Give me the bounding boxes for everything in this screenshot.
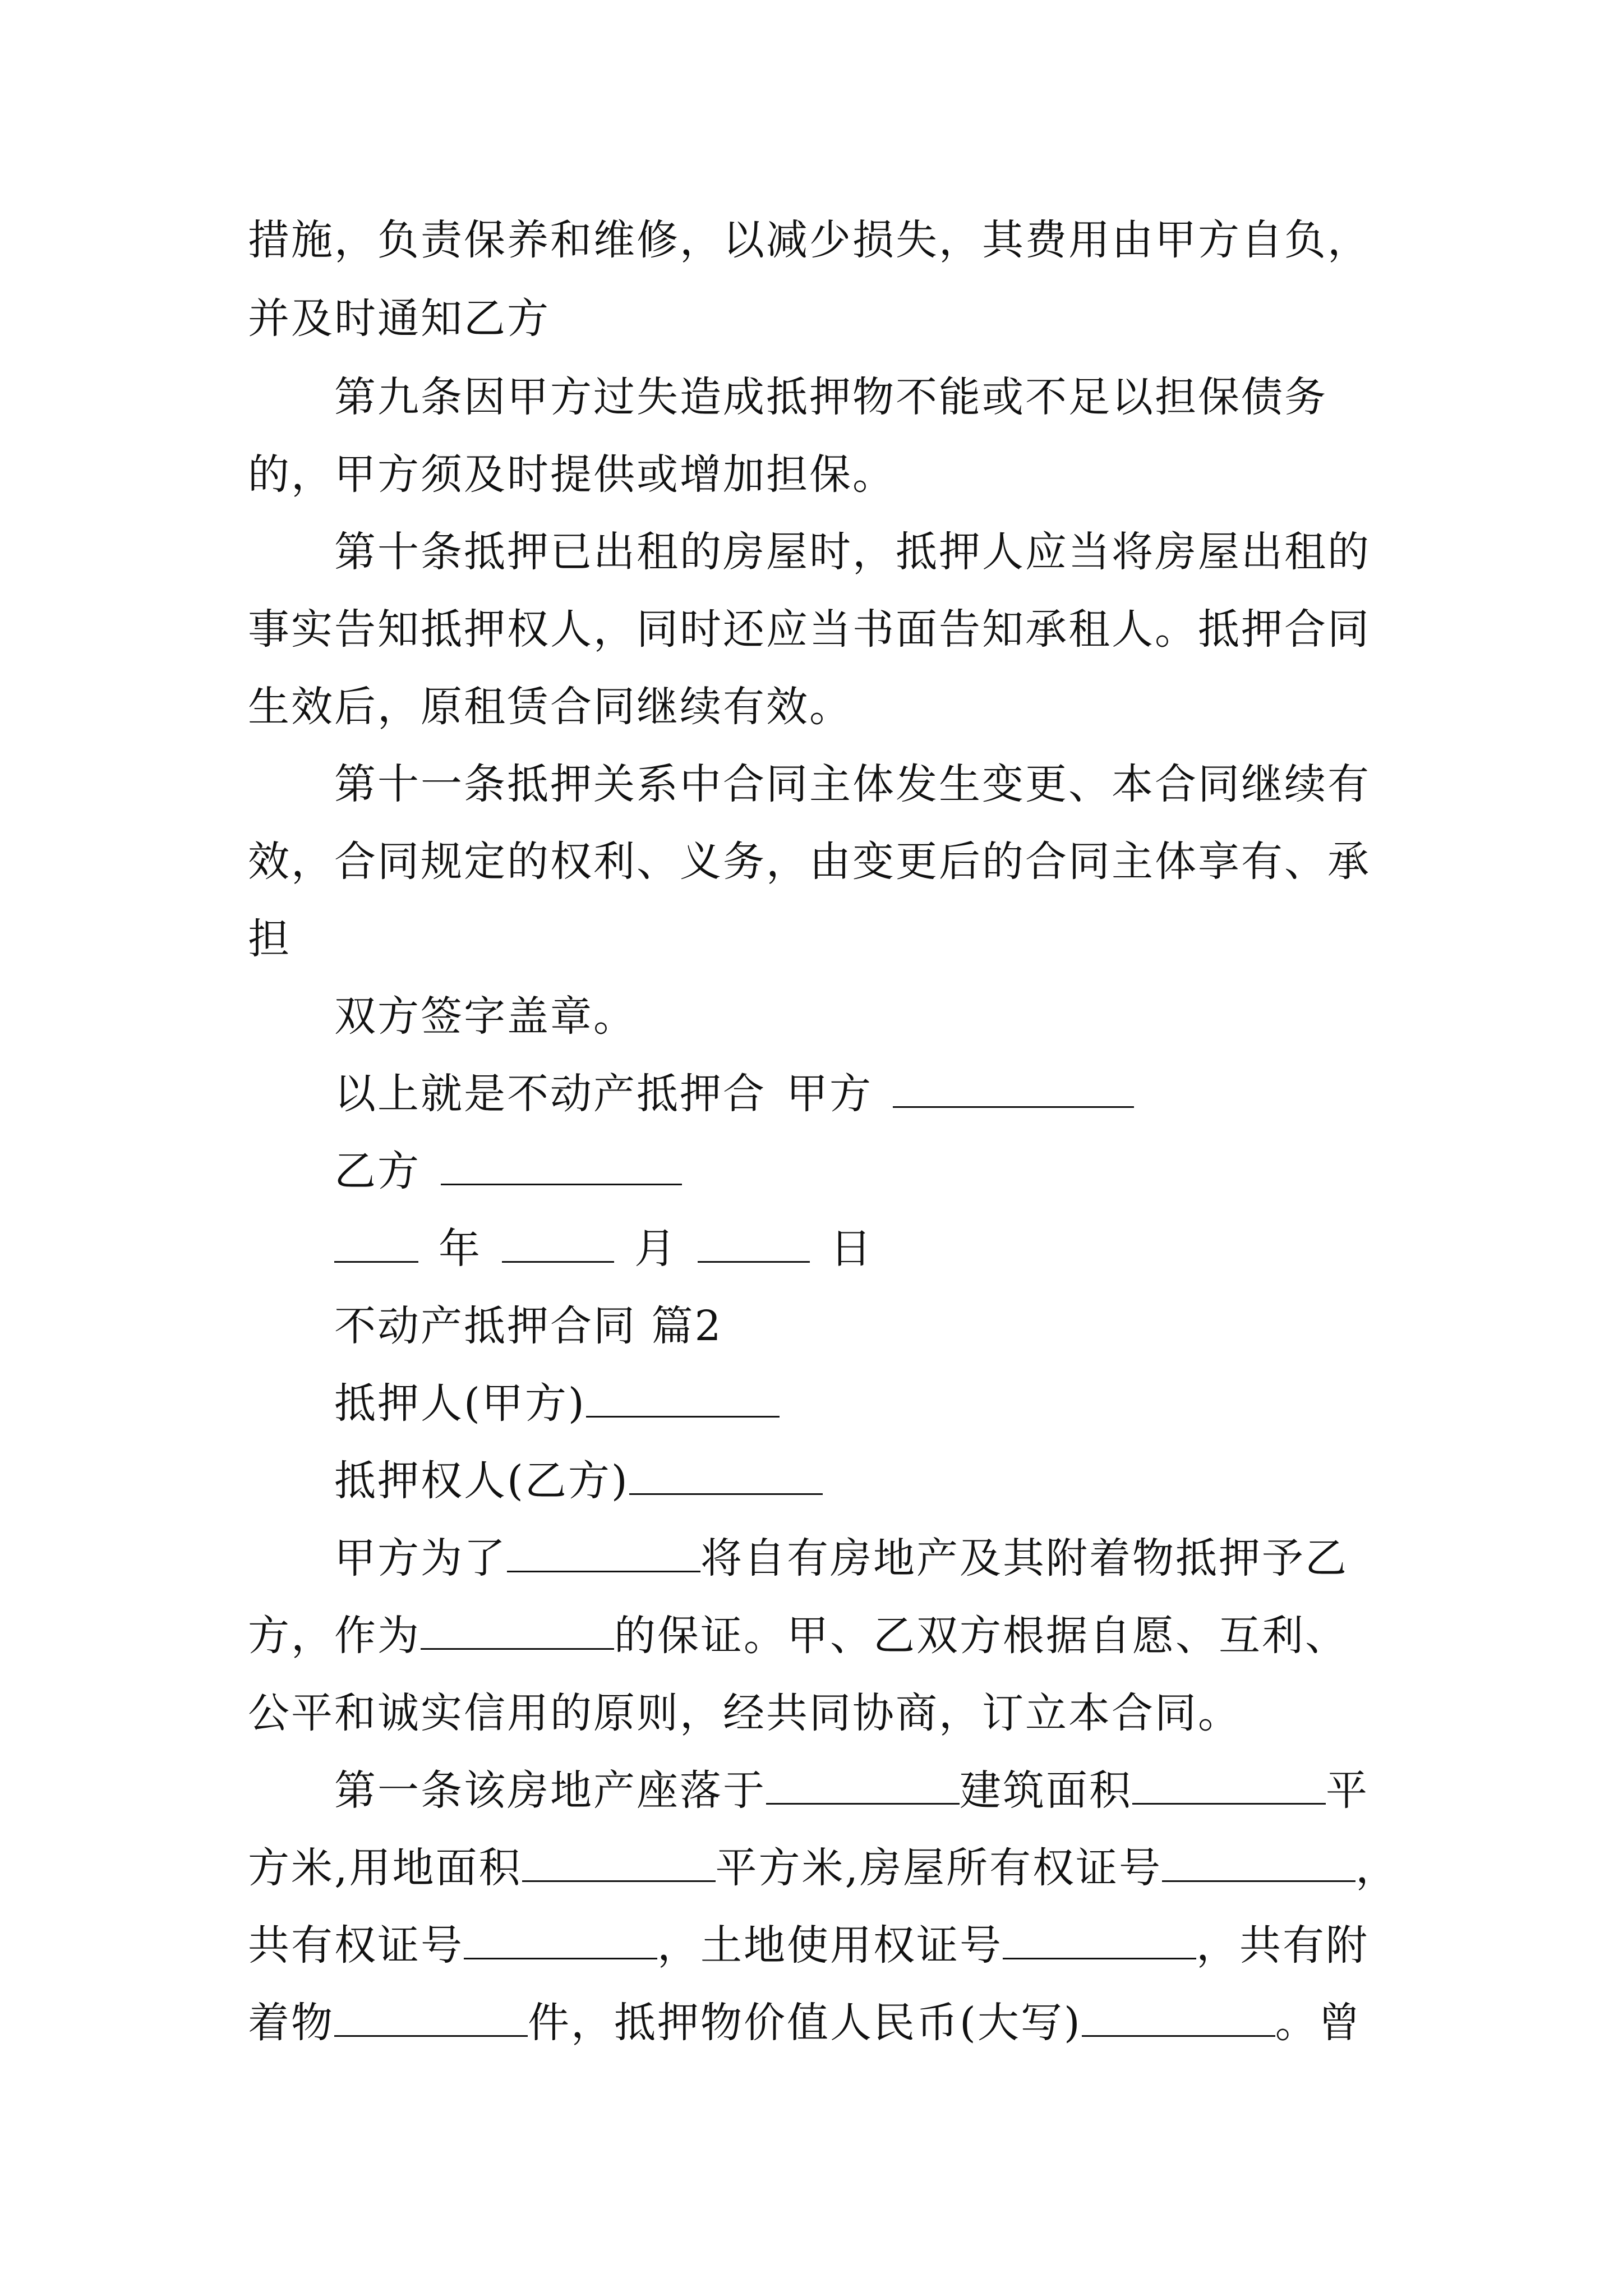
text-segment: 甲方为了: [334, 1534, 507, 1582]
text-line: 的，甲方须及时提供或增加担保。: [248, 450, 896, 499]
text-segment: 共有权证号: [248, 1921, 464, 1970]
text-line: [334, 1530, 1348, 1586]
party-a-label: 甲方: [786, 1070, 873, 1118]
text-segment: 方，作为: [248, 1612, 421, 1660]
text-line: 公平和诚实信用的原则，经共同协商，订立本合同。: [248, 1689, 1241, 1737]
attachments-blank: [334, 2003, 528, 2037]
text-segment: ，共有附: [1196, 1921, 1369, 1970]
text-segment: ，土地使用权证号: [657, 1921, 1003, 1970]
mortgagee-blank: [629, 1461, 823, 1495]
party-b-blank: [441, 1151, 682, 1185]
text-line: [248, 1995, 1362, 2051]
text-segment: 的保证。甲、乙双方根据自愿、互利、: [614, 1612, 1348, 1660]
building-area-blank: [1132, 1770, 1326, 1805]
text-line: 第九条因甲方过失造成抵押物不能或不足以担保债务: [334, 373, 1327, 421]
text-segment: 件，抵押物价值人民币(大写): [528, 1999, 1082, 2047]
text-segment: 第一条该房地产座落于: [334, 1766, 766, 1815]
text-segment: 着物: [248, 1999, 334, 2047]
text-segment: 平方米,房屋所有权证号: [715, 1844, 1163, 1892]
text-line: 措施，负责保养和维修，以减少损失，其费用由甲方自负，: [248, 216, 1371, 264]
land-use-cert-blank: [1003, 1925, 1196, 1959]
year-blank: [334, 1228, 418, 1263]
co-ownership-cert-blank: [464, 1925, 657, 1959]
signature-line-party-b: [334, 1143, 682, 1199]
text-segment: 。曾: [1275, 1999, 1362, 2047]
text-line: 事实告知抵押权人，同时还应当书面告知承租人。抵押合同: [248, 605, 1371, 654]
party-b-label: 乙方: [334, 1147, 421, 1195]
section-title: 不动产抵押合同 篇2: [334, 1302, 723, 1350]
land-area-blank: [522, 1848, 716, 1882]
text-segment: 将自有房地产及其附着物抵押予乙: [700, 1534, 1348, 1582]
mortgagee-label: 抵押权人(乙方): [334, 1457, 629, 1505]
text-line: 第十一条抵押关系中合同主体发生变更、本合同继续有: [334, 760, 1371, 808]
text-line: 并及时通知乙方: [248, 295, 550, 343]
closing-text: 以上就是不动产抵押合: [334, 1070, 766, 1118]
day-blank: [698, 1228, 810, 1263]
location-blank: [766, 1770, 960, 1805]
text-segment: ，: [1355, 1844, 1399, 1892]
day-label: 日: [830, 1225, 873, 1273]
text-line: [334, 1763, 1369, 1819]
signature-line-party-a: [334, 1066, 1134, 1122]
text-segment: 平: [1326, 1766, 1369, 1815]
text-line: [248, 1917, 1369, 1973]
text-line: [248, 1608, 1348, 1664]
year-label: 年: [439, 1225, 482, 1273]
mortgagor-label: 抵押人(甲方): [334, 1379, 586, 1428]
purpose-blank: [507, 1538, 700, 1572]
month-label: 月: [634, 1225, 677, 1273]
text-line: 效，合同规定的权利、义务，由变更后的合同主体享有、承: [248, 838, 1371, 886]
date-line: [334, 1221, 873, 1277]
text-line: 担: [248, 915, 291, 963]
value-blank: [1082, 2003, 1275, 2037]
text-line: 双方签字盖章。: [334, 992, 637, 1041]
party-a-blank: [893, 1074, 1134, 1108]
guarantee-blank: [421, 1616, 614, 1650]
text-segment: 建筑面积: [960, 1766, 1132, 1815]
mortgagor-line: [334, 1375, 780, 1432]
month-blank: [502, 1228, 614, 1263]
text-line: [248, 1840, 1399, 1896]
text-line: 生效后，原租赁合同继续有效。: [248, 683, 852, 731]
mortgagor-blank: [586, 1383, 780, 1418]
mortgagee-line: [334, 1453, 823, 1509]
ownership-cert-blank: [1162, 1848, 1355, 1882]
text-line: 第十条抵押已出租的房屋时，抵押人应当将房屋出租的: [334, 528, 1371, 576]
text-segment: 方米,用地面积: [248, 1844, 522, 1892]
